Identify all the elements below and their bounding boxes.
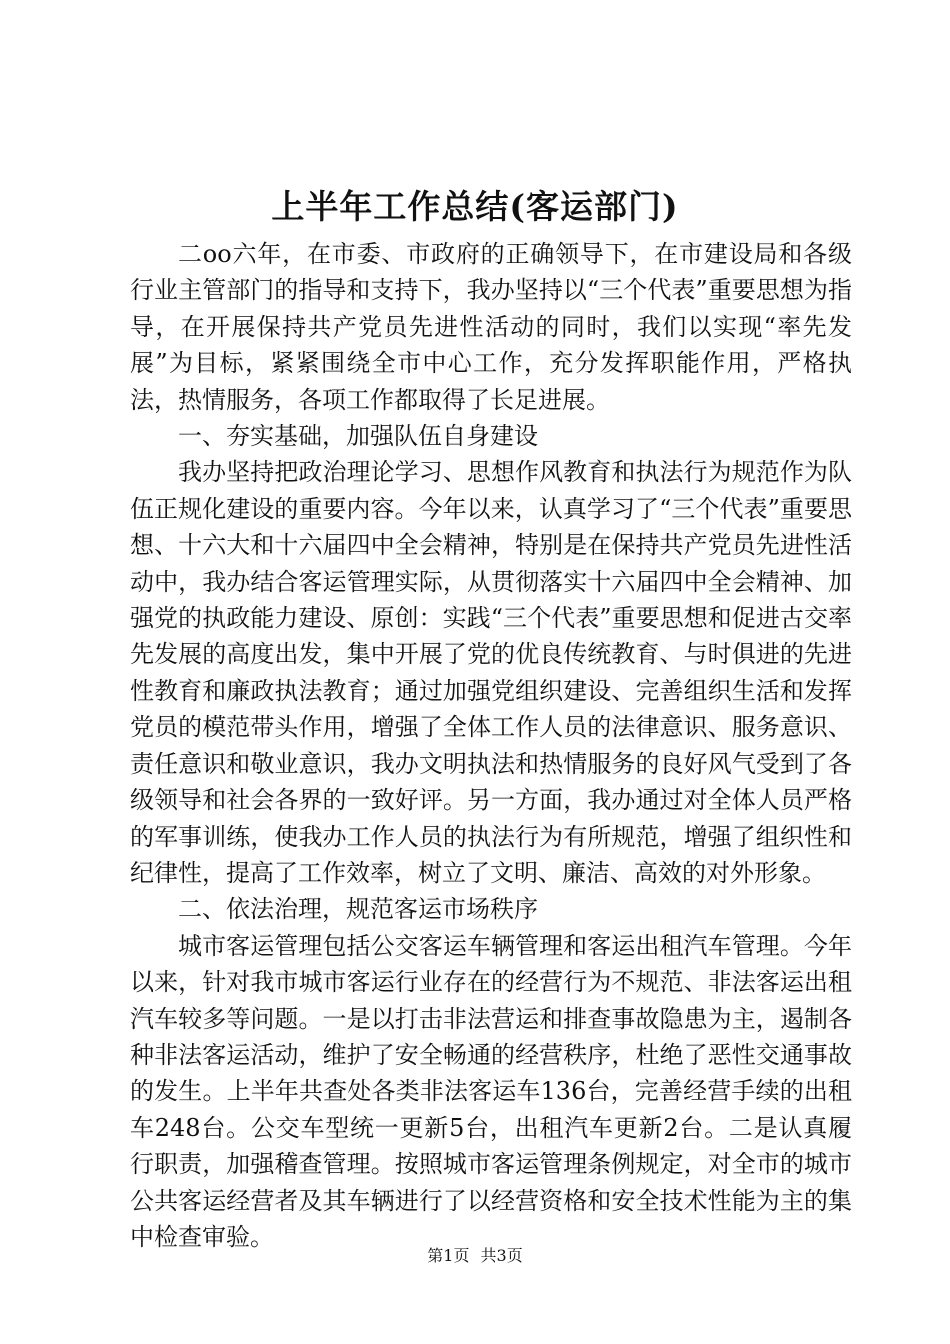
section-2-paragraph: 城市客运管理包括公交客运车辆管理和客运出租汽车管理。今年以来，针对我市城市客运行业存在的经营行为不规范、非法客运出租汽车较多等问题。一是以打击非法营运和排查事故隐患为主，遏制各种非法客运活动，维护了安全畅通的经营秩序，杜绝了恶性交通事故的发生。上半年共查处各类非法客运车136台，完善经营手续的出租车248台。公交车型统一更新5台，出租汽车更新2台。二是认真履行职责，加强稽查管理。按照城市客运管理条例规定，对全市的城市公共客运经营者及其车辆进行了以经营资格和安全技术性能为主的集中检查审验。 (130, 931, 852, 1251)
section-heading-1: 一、夯实基础，加强队伍自身建设 (178, 422, 538, 451)
page-footer (0, 1245, 950, 1267)
section-heading-2: 二、依法治理，规范客运市场秩序 (178, 895, 538, 924)
page-total: 共3页 (480, 1246, 523, 1265)
intro-paragraph: 二oo六年，在市委、市政府的正确领导下，在市建设局和各级行业主管部门的指导和支持下，我办坚持以“三个代表”重要思想为指导，在开展保持共产党员先进性活动的同时，我们以实现“率先发展”为目标，紧紧围绕全市中心工作，充分发挥职能作用，严格执法，热情服务，各项工作都取得了长足进展。 (130, 240, 852, 414)
document-title: 上半年工作总结(客运部门) (271, 187, 679, 226)
document-body (130, 236, 852, 1255)
page-number: 第1页 (427, 1246, 470, 1265)
section-1-paragraph: 我办坚持把政治理论学习、思想作风教育和执法行为规范作为队伍正规化建设的重要内容。今年以来，认真学习了“三个代表”重要思想、十六大和十六届四中全会精神，特别是在保持共产党员先进性活动中，我办结合客运管理实际，从贯彻落实十六届四中全会精神、加强党的执政能力建设、原创：实践“三个代表”重要思想和促进古交率先发展的高度出发，集中开展了党的优良传统教育、与时俱进的先进性教育和廉政执法教育；通过加强党组织建设、完善组织生活和发挥党员的模范带头作用，增强了全体工作人员的法律意识、服务意识、责任意识和敬业意识，我办文明执法和热情服务的良好风气受到了各级领导和社会各界的一致好评。另一方面，我办通过对全体人员严格的军事训练，使我办工作人员的执法行为有所规范，增强了组织性和纪律性，提高了工作效率，树立了文明、廉洁、高效的对外形象。 (130, 458, 852, 887)
